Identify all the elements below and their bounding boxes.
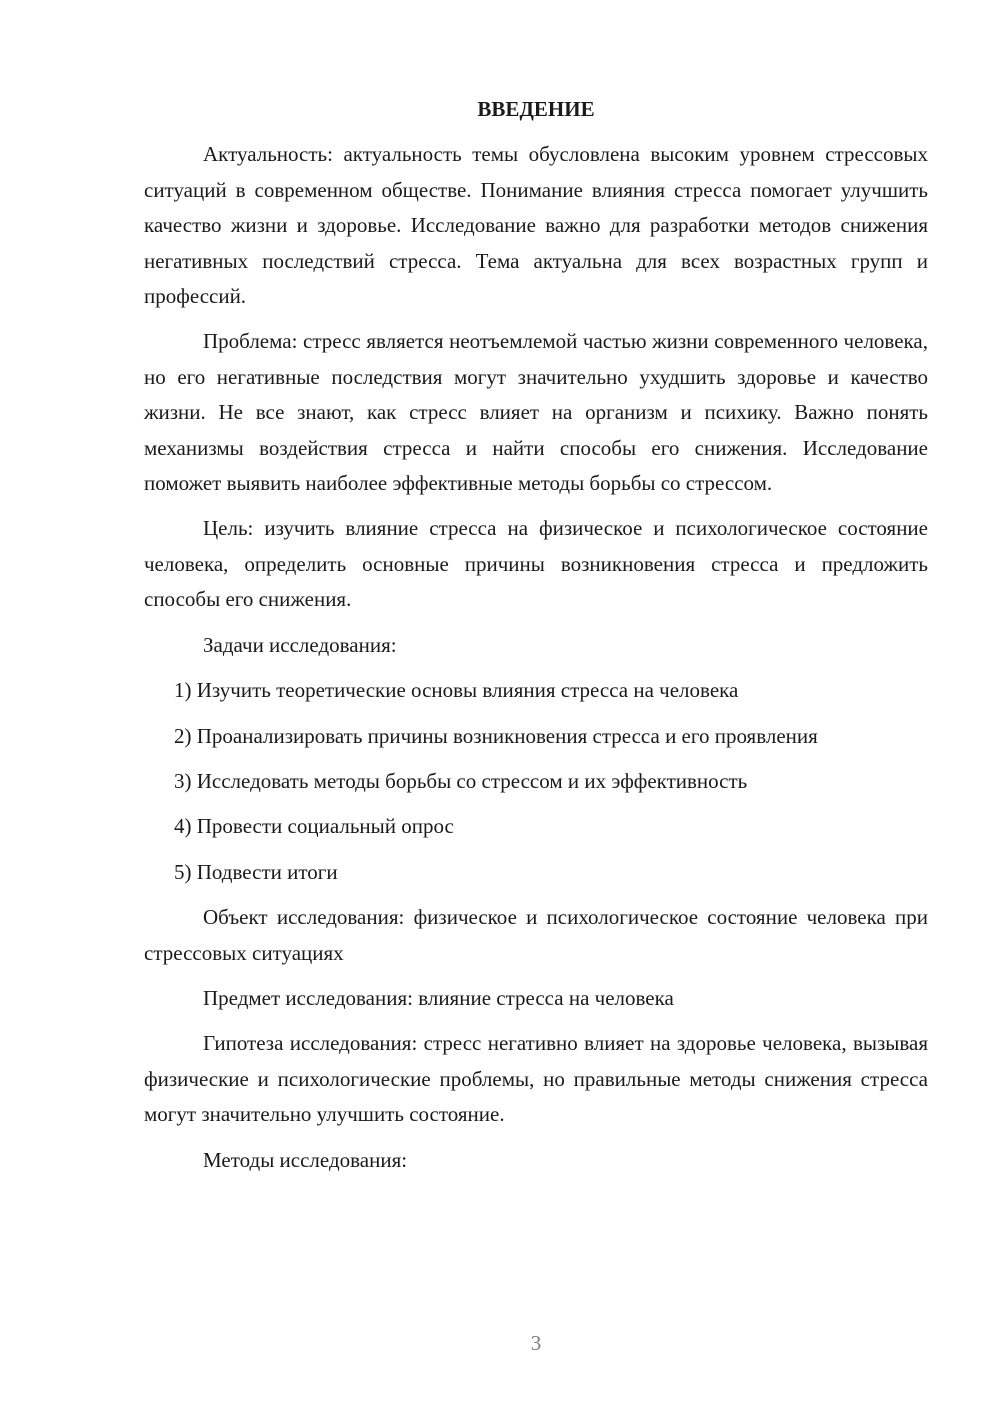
subject-paragraph: Предмет исследования: влияние стресса на человека xyxy=(203,985,674,1010)
section-heading: ВВЕДЕНИЕ xyxy=(477,97,595,121)
task-item-1: 1) Изучить теоретические основы влияния стресса на человека xyxy=(174,678,739,703)
document-page xyxy=(144,92,928,1188)
methods-paragraph: Методы исследования: xyxy=(203,1147,408,1172)
object-paragraph: Объект исследования: физическое и психологическое состояние человека при стрессовых ситуациях xyxy=(144,905,928,965)
tasks-title: Задачи исследования: xyxy=(203,632,397,657)
goal-paragraph: Цель: изучить влияние стресса на физическое и психологическое состояние человека, определить основные причины возникновения стресса и предложить способы его снижения. xyxy=(144,516,928,612)
relevance-paragraph: Актуальность: актуальность темы обусловлена высоким уровнем стрессовых ситуаций в современном обществе. Понимание влияния стресса помогает улучшить качество жизни и здоровье. Исследование важно для разработки методов снижения негативных последствий стресса. Тема актуальна для всех возрастных групп и профессий. xyxy=(144,142,928,309)
problem-paragraph: Проблема: стресс является неотъемлемой частью жизни современного человека, но его негативные последствия могут значительно ухудшить здоровье и качество жизни. Не все знают, как стресс влияет на организм и психику. Важно понять механизмы воздействия стресса и найти способы его снижения. Исследование поможет выявить наиболее эффективные методы борьбы со стрессом. xyxy=(144,329,928,496)
page-number: 3 xyxy=(530,1331,542,1355)
task-item-2: 2) Проанализировать причины возникновения стресса и его проявления xyxy=(174,723,818,748)
hypothesis-paragraph: Гипотеза исследования: стресс негативно влияет на здоровье человека, вызывая физические и психологические проблемы, но правильные методы снижения стресса могут значительно улучшить состояние. xyxy=(144,1031,928,1127)
task-item-4: 4) Провести социальный опрос xyxy=(174,814,454,839)
task-item-5: 5) Подвести итоги xyxy=(174,859,338,884)
task-item-3: 3) Исследовать методы борьбы со стрессом и их эффективность xyxy=(174,768,748,793)
